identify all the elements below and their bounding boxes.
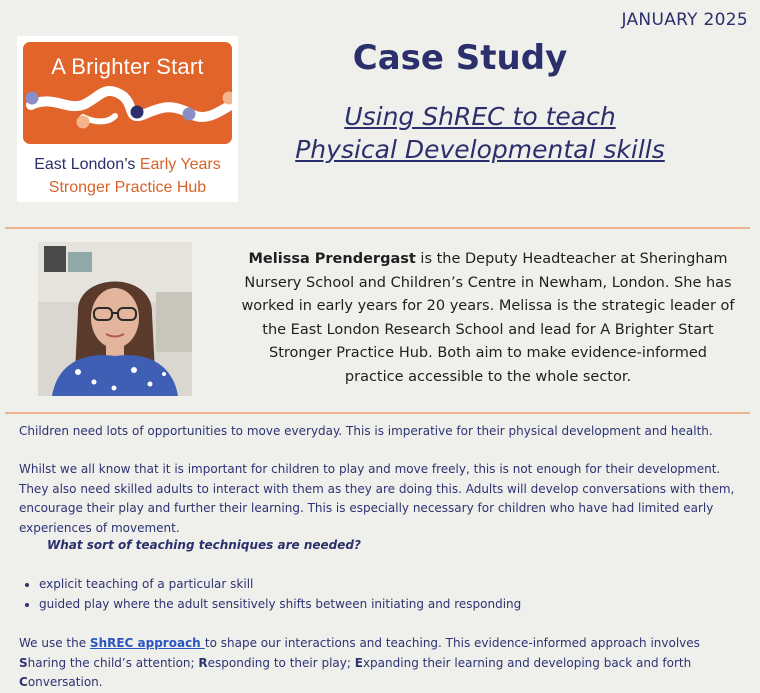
bio-paragraph (238, 248, 738, 390)
bio-text: is the Deputy Headteacher at Sheringham Nursery School and Children’s Centre in Newham, London. She has worked in early years for 20 years. Melissa is the strategic leader of the East London Research School and lead for A Brighter Start Stronger Practice Hub. Both aim to make evidence-informed practice accessible to the whole sector. (241, 251, 735, 385)
approach-c-rest: onversation. (27, 675, 103, 689)
brighter-start-logo (17, 36, 238, 202)
logo-title: A Brighter Start (51, 54, 204, 79)
list-item: • explicit teaching of a particular skill (39, 575, 521, 595)
techniques-list (19, 575, 521, 614)
letter-s: S (19, 655, 28, 670)
bio-name: Melissa Prendergast (248, 251, 416, 267)
approach-paragraph (19, 634, 747, 693)
divider-top (5, 227, 750, 229)
approach-pre: We use the (19, 636, 90, 650)
letter-r: R (198, 655, 208, 670)
shrec-approach-link[interactable]: ShREC approach (89, 636, 205, 650)
ribbon-icon (23, 72, 232, 144)
approach-e-rest: xpanding their learning and developing back and forth (362, 655, 692, 670)
approach-s-rest: haring the child’s attention; (27, 655, 199, 670)
approach-r-rest: esponding to their play; (207, 655, 355, 670)
portrait-photo (38, 242, 192, 396)
letter-e: E (354, 655, 363, 670)
question-heading: What sort of teaching techniques are needed? (47, 538, 361, 552)
logo-banner (23, 42, 232, 144)
logo-line-2: Stronger Practice Hub (48, 179, 207, 196)
page-title: Case Study (352, 38, 568, 78)
list-item: • guided play where the adult sensitively shifts between initiating and responding (39, 595, 521, 615)
intro-paragraph: Children need lots of opportunities to move everyday. This is imperative for their physical development and health. (19, 424, 713, 438)
date-label: JANUARY 2025 (621, 10, 748, 30)
divider-bottom (5, 412, 750, 414)
context-paragraph: Whilst we all know that it is important for children to play and move freely, this is not enough for their development. They also need skilled adults to interact with them as they are doing this. Adults will develop conversations with them, encourage their play and further their learning. This is especially necessary for children who have had limited early experiences of movement. (19, 462, 735, 535)
portrait-illustration (38, 242, 192, 396)
logo-line-1 (17, 156, 238, 174)
approach-text: to shape our interactions and teaching. This evidence-informed approach involves (204, 636, 700, 650)
logo-line-1-prefix: East London’s (34, 156, 136, 173)
letter-c: C (19, 675, 28, 689)
logo-line-1-highlight: Early Years (139, 156, 221, 173)
page-subtitle: Using ShREC to teach Physical Developmental skills (295, 102, 665, 164)
